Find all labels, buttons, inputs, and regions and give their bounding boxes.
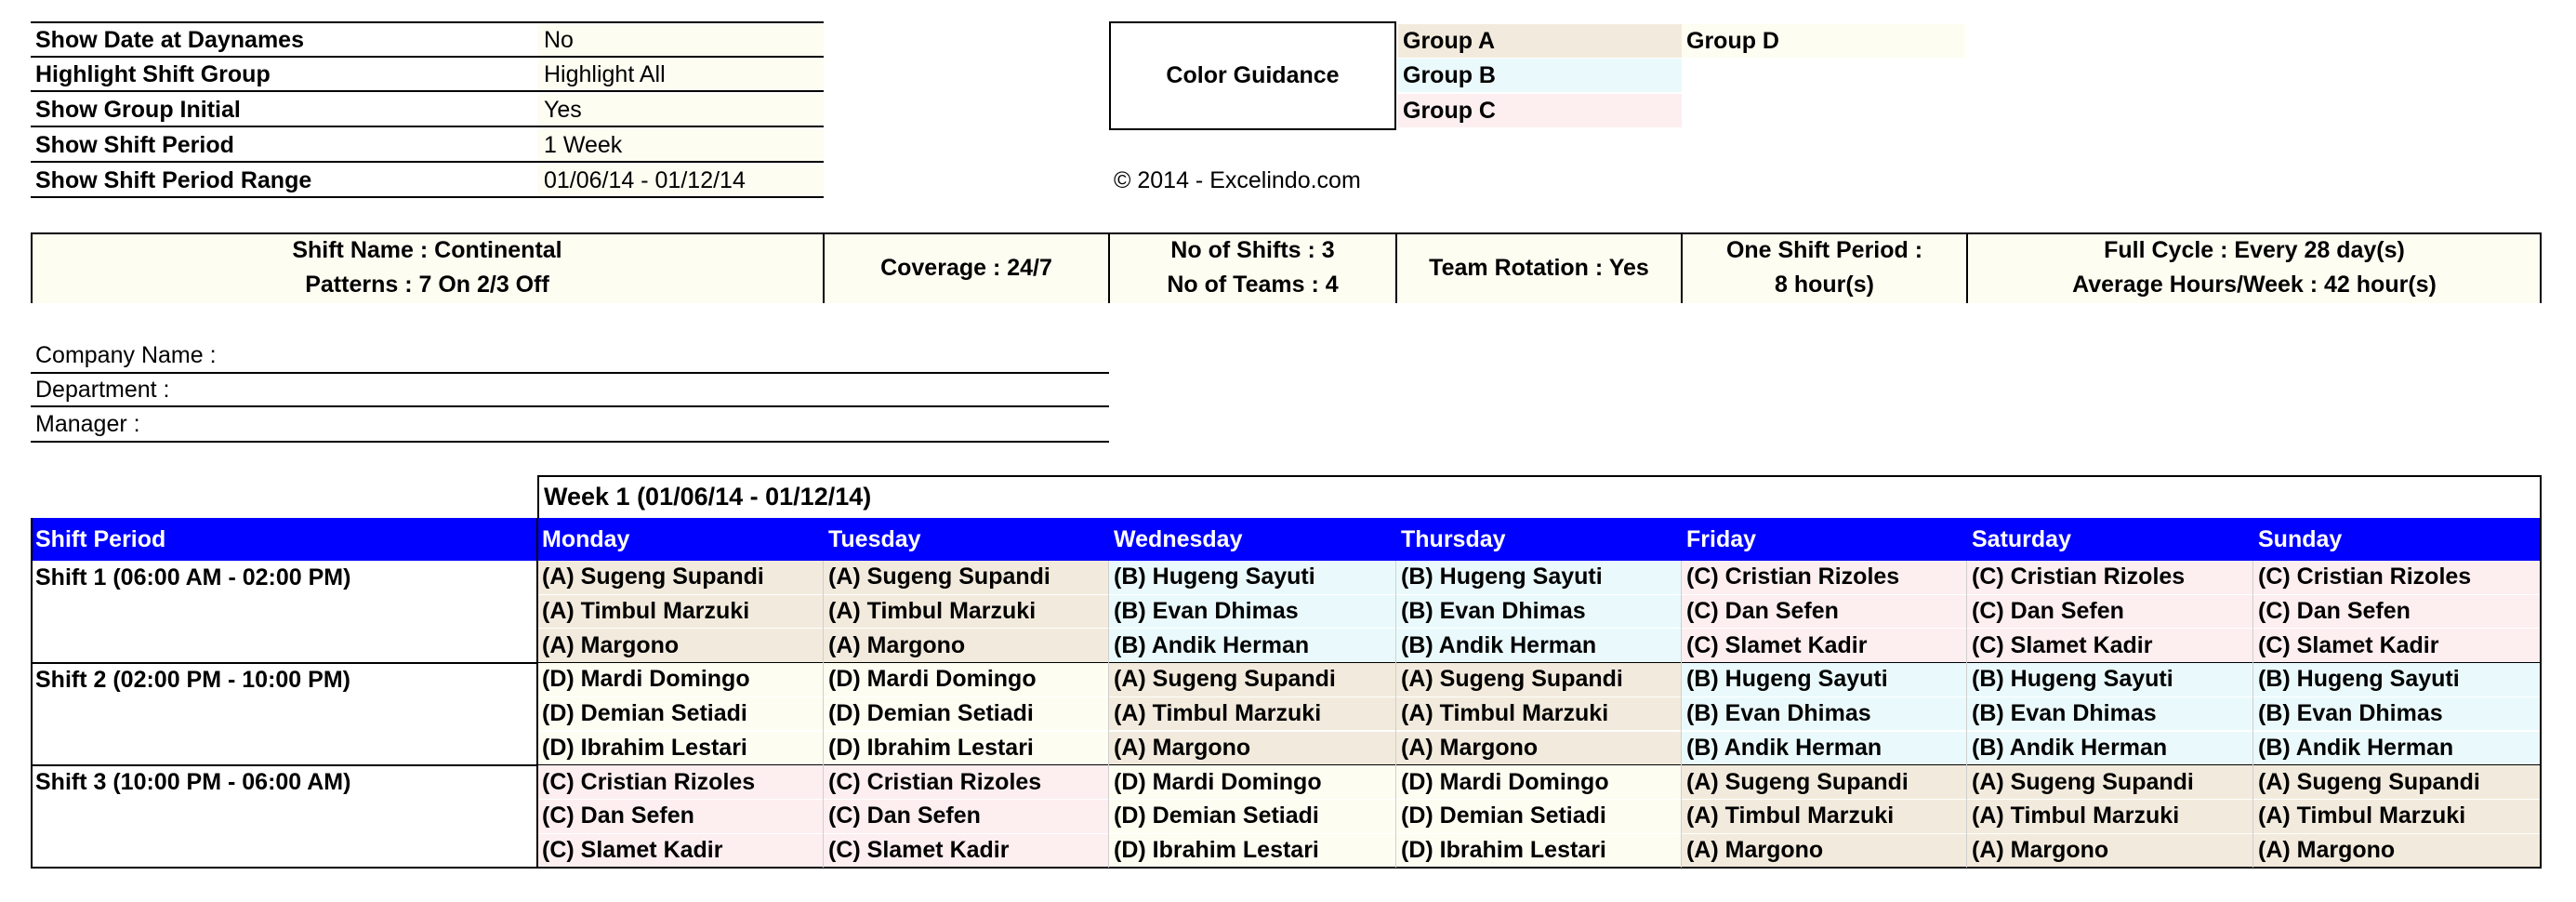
schedule-cell[interactable]: (B) Andik Herman <box>1396 629 1682 663</box>
company-name-field[interactable]: Company Name : <box>35 341 217 368</box>
schedule-cell[interactable]: (B) Hugeng Sayuti <box>1109 561 1396 595</box>
schedule-cell[interactable]: (A) Margono <box>1682 834 1967 869</box>
schedule-cell[interactable]: (D) Mardi Domingo <box>824 663 1109 697</box>
schedule-cell[interactable]: (B) Evan Dhimas <box>1967 697 2253 732</box>
schedule-cell[interactable]: (B) Hugeng Sayuti <box>1682 663 1967 697</box>
schedule-cell[interactable]: (C) Dan Sefen <box>824 800 1109 834</box>
header-day: Sunday <box>2258 525 2343 552</box>
full-cycle-text: Full Cycle : Every 28 day(s) <box>2104 237 2405 263</box>
header-shift-period: Shift Period <box>35 525 166 552</box>
schedule-cell[interactable]: (B) Andik Herman <box>1967 732 2253 766</box>
schedule-cell[interactable]: (A) Timbul Marzuki <box>2253 800 2542 834</box>
schedule-cell[interactable]: (A) Timbul Marzuki <box>1967 800 2253 834</box>
schedule-cell[interactable]: (B) Evan Dhimas <box>1682 697 1967 732</box>
setting-label: Show Group Initial <box>35 97 241 123</box>
header-day: Tuesday <box>828 525 921 552</box>
summary-shifts-teams <box>1109 232 1396 303</box>
schedule-cell[interactable]: (A) Margono <box>1109 732 1396 766</box>
group-swatch: Group A <box>1398 24 1682 58</box>
schedule-cell[interactable]: (A) Sugeng Supandi <box>1396 663 1682 697</box>
schedule-cell[interactable]: (A) Margono <box>537 629 824 663</box>
schedule-cell[interactable]: (D) Ibrahim Lestari <box>537 732 824 766</box>
patterns-text: Patterns : 7 On 2/3 Off <box>305 272 549 298</box>
setting-label: Show Shift Period <box>35 132 234 158</box>
schedule-cell[interactable]: (B) Hugeng Sayuti <box>1967 663 2253 697</box>
schedule-cell[interactable]: (D) Ibrahim Lestari <box>1396 834 1682 869</box>
schedule-cell[interactable]: (A) Timbul Marzuki <box>1682 800 1967 834</box>
schedule-cell[interactable]: (D) Demian Setiadi <box>537 697 824 732</box>
setting-label: Highlight Shift Group <box>35 61 271 87</box>
schedule-cell[interactable]: (B) Andik Herman <box>1682 732 1967 766</box>
summary-full-cycle <box>1967 232 2542 303</box>
setting-value[interactable]: 01/06/14 - 01/12/14 <box>544 167 746 193</box>
schedule-cell[interactable]: (A) Timbul Marzuki <box>1109 697 1396 732</box>
schedule-cell[interactable]: (D) Ibrahim Lestari <box>1109 834 1396 869</box>
color-guidance-title: Color Guidance <box>1166 62 1340 88</box>
manager-field[interactable]: Manager : <box>35 410 140 437</box>
schedule-cell[interactable]: (D) Demian Setiadi <box>1396 800 1682 834</box>
schedule-cell[interactable]: (A) Margono <box>824 629 1109 663</box>
schedule-cell[interactable]: (A) Sugeng Supandi <box>1682 765 1967 800</box>
schedule-cell[interactable]: (D) Demian Setiadi <box>824 697 1109 732</box>
one-shift-period-label: One Shift Period : <box>1725 237 1923 263</box>
setting-label: Show Shift Period Range <box>35 167 312 193</box>
schedule-cell[interactable]: (A) Sugeng Supandi <box>1967 765 2253 800</box>
schedule-cell[interactable]: (C) Slamet Kadir <box>1682 629 1967 663</box>
summary-one-shift-period <box>1682 232 1967 303</box>
header-day: Saturday <box>1972 525 2071 552</box>
summary-coverage: Coverage : 24/7 <box>880 254 1052 281</box>
schedule-cell[interactable]: (B) Andik Herman <box>1109 629 1396 663</box>
schedule-cell[interactable]: (B) Evan Dhimas <box>1396 595 1682 630</box>
copyright-text: © 2014 - Excelindo.com <box>1114 166 1361 193</box>
header-day: Thursday <box>1401 525 1506 552</box>
schedule-cell[interactable]: (B) Hugeng Sayuti <box>2253 663 2542 697</box>
one-shift-period-value: 8 hour(s) <box>1775 272 1874 298</box>
schedule-cell[interactable]: (D) Mardi Domingo <box>1396 765 1682 800</box>
schedule-cell[interactable]: (D) Ibrahim Lestari <box>824 732 1109 766</box>
shift-label: Shift 1 (06:00 AM - 02:00 PM) <box>35 564 351 590</box>
department-field[interactable]: Department : <box>35 376 170 403</box>
setting-label: Show Date at Daynames <box>35 27 304 53</box>
group-swatch: Group C <box>1398 94 1682 127</box>
schedule-cell[interactable]: (D) Mardi Domingo <box>1109 765 1396 800</box>
schedule-cell[interactable]: (A) Sugeng Supandi <box>2253 765 2542 800</box>
average-hours-text: Average Hours/Week : 42 hour(s) <box>2072 272 2437 298</box>
setting-value[interactable]: Yes <box>544 97 582 123</box>
schedule-cell[interactable]: (C) Dan Sefen <box>1967 595 2253 630</box>
schedule-cell[interactable]: (C) Dan Sefen <box>2253 595 2542 630</box>
schedule-cell[interactable]: (A) Margono <box>1396 732 1682 766</box>
setting-value[interactable]: 1 Week <box>544 132 623 158</box>
no-of-teams-text: No of Teams : 4 <box>1167 272 1339 298</box>
schedule-cell[interactable]: (C) Cristian Rizoles <box>824 765 1109 800</box>
schedule-cell[interactable]: (C) Cristian Rizoles <box>2253 561 2542 595</box>
schedule-cell[interactable]: (C) Dan Sefen <box>537 800 824 834</box>
schedule-cell[interactable]: (D) Mardi Domingo <box>537 663 824 697</box>
shift-name-text: Shift Name : Continental <box>292 237 562 263</box>
header-day: Monday <box>542 525 630 552</box>
schedule-cell[interactable]: (A) Timbul Marzuki <box>537 595 824 630</box>
schedule-cell[interactable]: (D) Demian Setiadi <box>1109 800 1396 834</box>
schedule-cell[interactable]: (C) Slamet Kadir <box>1967 629 2253 663</box>
schedule-cell[interactable]: (A) Sugeng Supandi <box>824 561 1109 595</box>
schedule-cell[interactable]: (B) Andik Herman <box>2253 732 2542 766</box>
no-of-shifts-text: No of Shifts : 3 <box>1170 237 1335 263</box>
setting-value[interactable]: No <box>544 27 574 53</box>
schedule-cell[interactable]: (A) Timbul Marzuki <box>1396 697 1682 732</box>
header-day: Wednesday <box>1114 525 1243 552</box>
schedule-cell[interactable]: (C) Slamet Kadir <box>824 834 1109 869</box>
summary-shift-name <box>31 232 824 303</box>
summary-team-rotation: Team Rotation : Yes <box>1429 254 1649 281</box>
schedule-cell[interactable]: (B) Evan Dhimas <box>1109 595 1396 630</box>
schedule-cell[interactable]: (A) Margono <box>1967 834 2253 869</box>
schedule-cell[interactable]: (A) Margono <box>2253 834 2542 869</box>
schedule-cell[interactable]: (B) Hugeng Sayuti <box>1396 561 1682 595</box>
schedule-cell[interactable]: (A) Sugeng Supandi <box>1109 663 1396 697</box>
schedule-cell[interactable]: (C) Cristian Rizoles <box>537 765 824 800</box>
group-swatch: Group D <box>1682 24 1965 58</box>
schedule-cell[interactable]: (C) Slamet Kadir <box>2253 629 2542 663</box>
schedule-cell[interactable]: (C) Cristian Rizoles <box>1682 561 1967 595</box>
schedule-cell[interactable]: (A) Timbul Marzuki <box>824 595 1109 630</box>
schedule-cell[interactable]: (C) Dan Sefen <box>1682 595 1967 630</box>
header-day: Friday <box>1686 525 1757 552</box>
week-title: Week 1 (01/06/14 - 01/12/14) <box>544 482 872 511</box>
group-swatch: Group B <box>1398 59 1682 92</box>
schedule-cell[interactable]: (C) Cristian Rizoles <box>1967 561 2253 595</box>
shift-label: Shift 2 (02:00 PM - 10:00 PM) <box>35 666 350 693</box>
schedule-cell[interactable]: (B) Evan Dhimas <box>2253 697 2542 732</box>
shift-label: Shift 3 (10:00 PM - 06:00 AM) <box>35 769 351 796</box>
schedule-cell[interactable]: (C) Slamet Kadir <box>537 834 824 869</box>
schedule-cell[interactable]: (A) Sugeng Supandi <box>537 561 824 595</box>
setting-value[interactable]: Highlight All <box>544 61 666 87</box>
